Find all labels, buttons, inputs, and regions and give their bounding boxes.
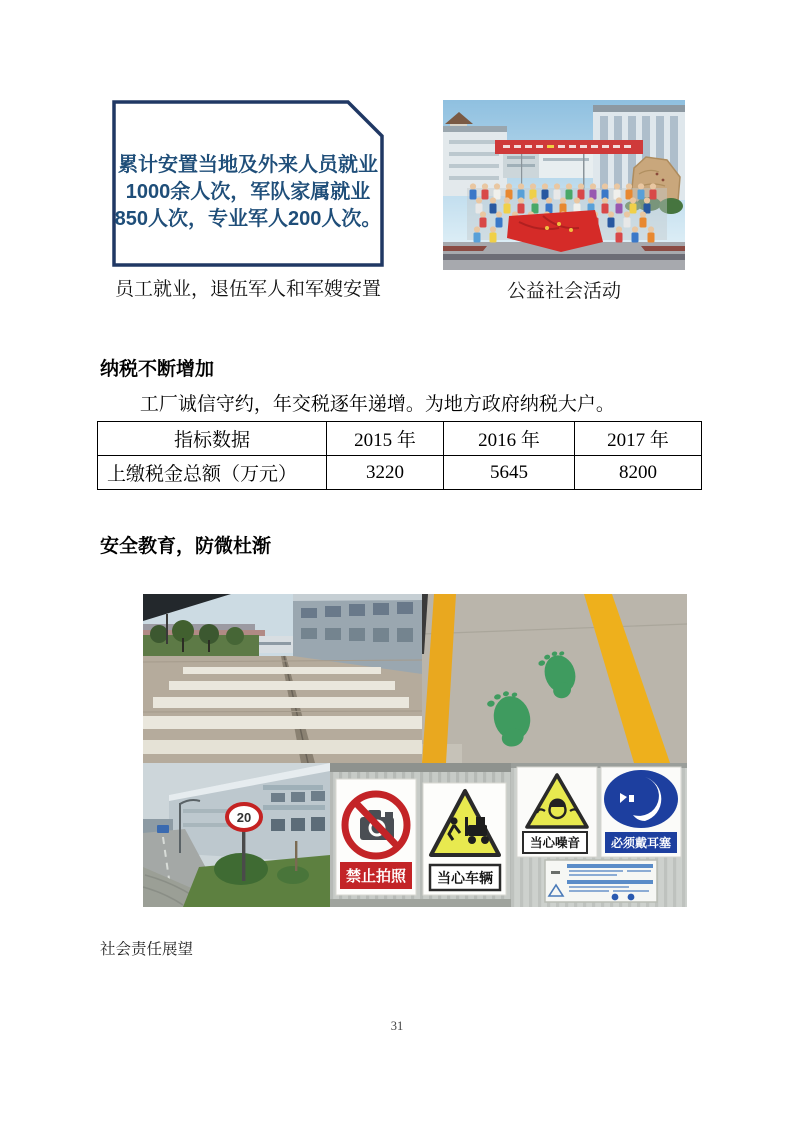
tax-paragraph: 工厂诚信守约，年交税逐年递增。为地方政府纳税大户。 bbox=[139, 394, 615, 415]
value-cell: 8200 bbox=[575, 456, 702, 490]
header-cell: 2016 年 bbox=[444, 422, 575, 456]
crosswalk-photo bbox=[143, 594, 422, 763]
svg-text:必须戴耳塞: 必须戴耳塞 bbox=[610, 836, 672, 850]
table-row bbox=[98, 456, 702, 490]
row-label-cell: 上缴税金总额（万元） bbox=[98, 456, 327, 490]
red-banner bbox=[495, 140, 643, 154]
tax-table bbox=[97, 421, 702, 490]
safety-heading: 安全教育，防微杜渐 bbox=[100, 536, 272, 557]
tax-heading: 纳税不断增加 bbox=[100, 359, 215, 380]
svg-text:20: 20 bbox=[236, 810, 252, 825]
charity-photo bbox=[443, 100, 685, 270]
table-header-row bbox=[98, 422, 702, 456]
callout-line: 1000余人次，军队家属就业 bbox=[125, 181, 371, 203]
callout-line: 累计安置当地及外来人员就业 bbox=[118, 154, 378, 176]
employment-callout-box bbox=[112, 100, 384, 267]
shrub bbox=[214, 853, 268, 885]
callout-line: 850人次，专业军人200人次。 bbox=[114, 208, 382, 230]
header-cell: 指标数据 bbox=[98, 422, 327, 456]
warning-signs-photo bbox=[511, 763, 687, 907]
svg-text:当心噪音: 当心噪音 bbox=[529, 836, 581, 850]
charity-caption: 公益社会活动 bbox=[506, 281, 621, 302]
speed-limit-photo bbox=[143, 763, 330, 907]
no-photography-sign bbox=[336, 779, 416, 895]
header-cell: 2017 年 bbox=[575, 422, 702, 456]
svg-text:禁止拍照: 禁止拍照 bbox=[345, 868, 407, 885]
info-board bbox=[545, 860, 657, 902]
outlook-heading: 社会责任展望 bbox=[100, 941, 194, 958]
caution-vehicle-sign bbox=[423, 783, 506, 895]
photo-collage bbox=[143, 594, 687, 907]
value-cell: 3220 bbox=[327, 456, 444, 490]
svg-text:当心车辆: 当心车辆 bbox=[437, 870, 493, 886]
earplug-sign bbox=[601, 767, 681, 857]
page-number: 31 bbox=[390, 1019, 404, 1033]
header-cell: 2015 年 bbox=[327, 422, 444, 456]
noise-warning-sign bbox=[517, 767, 597, 857]
callout-text bbox=[112, 100, 384, 267]
employment-caption: 员工就业，退伍军人和军嫂安置 bbox=[114, 279, 381, 300]
value-cell: 5645 bbox=[444, 456, 575, 490]
charity-photo-illustration bbox=[443, 100, 685, 270]
footprints-photo bbox=[422, 594, 687, 763]
prohibition-signs-photo bbox=[330, 763, 511, 907]
